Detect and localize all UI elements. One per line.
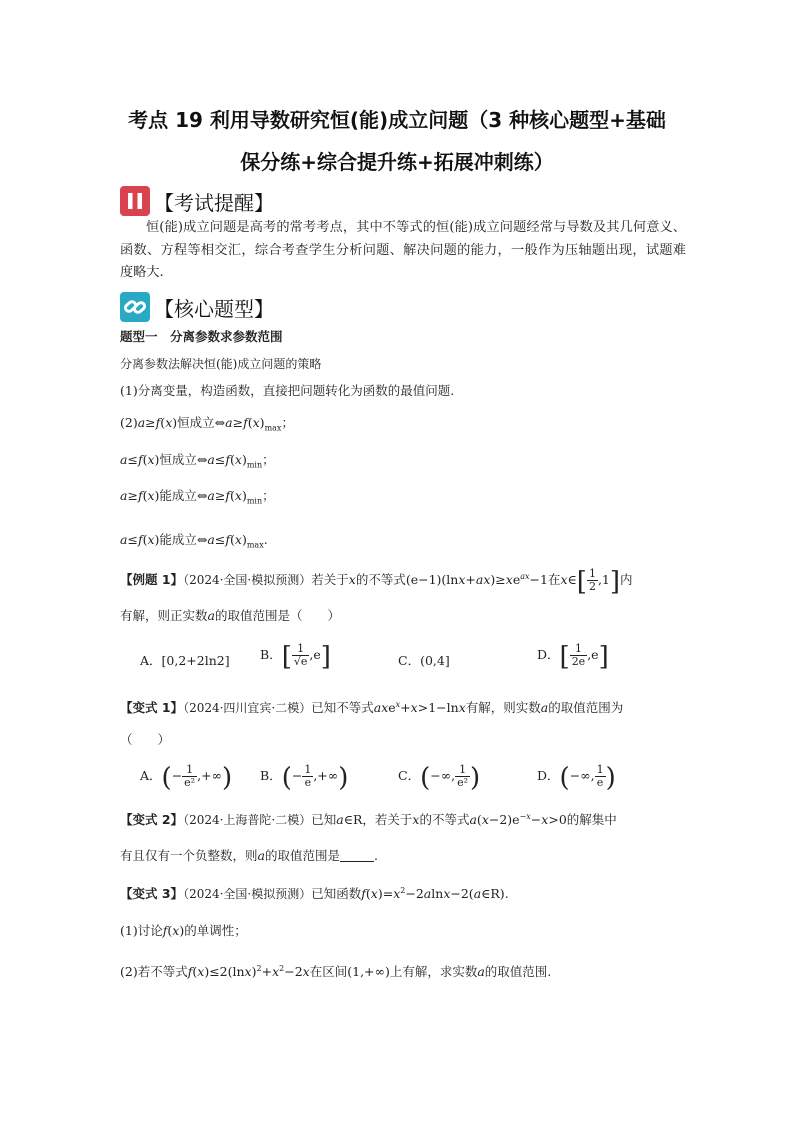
variant-2-line-1: 【变式 2】（2024·上海普陀·二模）已知a∈R，若关于x的不等式$a(x-2)e^{-x}-x>0$的解集中 [120,811,617,827]
variant-1-line-1: 【变式 1】（2024·四川宜宾·二模）已知不等式axe$^x$+x>1−lnx有解，则实数a的取值范围为 [120,699,624,715]
document-title-line-1: 考点 19 利用导数研究恒(能)成立问题（3 种核心题型+基础 [128,108,666,132]
variant-3-part-1: (1)讨论f(x)的单调性； [120,923,247,938]
example-1-option-b: B．[ $\frac{1}{√e}$ ,e] [260,642,331,672]
variant-2-line-2: 有且仅有一个负整数，则a的取值范围是 . [120,848,378,863]
section-header-exam-reminder [120,184,274,218]
strategy-step-1: (1)分离变量，构造函数，直接把问题转化为函数的最值问题. [120,383,455,398]
variant-3-line-1: 【变式 3】（2024·全国·模拟预测）已知函数$f(x)=x^2-2alnx-2(a\in R)$. [120,885,509,901]
chain-link-icon [120,292,150,322]
strategy-rule-4: a≤f(x)能成立$\Leftrightarrow a\le f(x)_{max}$. [120,532,268,550]
section-title: 【核心题型】 [154,296,274,321]
example-1-option-d: D．[ $\frac{1}{2e}$ ,e] [537,642,609,672]
example-1-line-1: 【例题 1】（2024·全国·模拟预测）若关于x的不等式$(e-1)(\ln x+ax)\ge xe^{ax}-1$在x∈[ $\frac{1}{2}$ ,1]内 [120,567,633,597]
strategy-step-2: (2)a≥f(x)恒成立$\Leftrightarrow a\ge f(x)_{max}$； [120,415,294,433]
example-1-line-2: 有解，则正实数a的取值范围是（ ） [120,608,340,623]
example-1-option-c: C．(0,4] [398,653,450,668]
strategy-rule-2: a≤f(x)恒成立$\Leftrightarrow a\le f(x)_{min}$； [120,452,275,470]
variant-3-part-2: (2)若不等式$f(x)\le 2(\ln x)^2+x^2-2x$在区间(1,+∞)上有解，求实数a的取值范围. [120,963,552,979]
strategy-rule-3: a≥f(x)能成立$\Leftrightarrow a\ge f(x)_{min}$； [120,488,275,506]
type-one-heading: 题型一 分离参数求参数范围 [120,329,283,344]
pause-bars-icon [120,186,150,216]
variant-1-option-a: A．(− $\frac{1}{\text{e²}}$ ,+∞) [140,763,233,793]
document-title-line-2: 保分练+综合提升练+拓展冲刺练） [240,150,554,174]
variant-1-line-2: （ ） [120,732,171,747]
section-header-core-types [120,290,274,324]
strategy-heading: 分离参数法解决恒(能)成立问题的策略 [120,357,322,371]
variant-1-option-b: B．(− $\frac{1}{e}$ ,+∞) [260,763,349,793]
section-title: 【考试提醒】 [154,190,274,215]
answer-blank[interactable] [340,849,374,862]
example-1-option-a: A．[0,2+2ln2] [140,653,230,668]
variant-1-option-d: D．(−∞, $\frac{1}{e}$ ) [537,763,616,793]
reminder-paragraph: 恒(能)成立问题是高考的常考考点，其中不等式的恒(能)成立问题经常与导数及其几何意义、函数、方程等相交汇，综合考查学生分析问题、解决问题的能力，一般作为压轴题出现，试题难度略大. [120,220,686,280]
variant-1-option-c: C．(−∞, $\frac{1}{\text{e²}}$ ) [398,763,481,793]
